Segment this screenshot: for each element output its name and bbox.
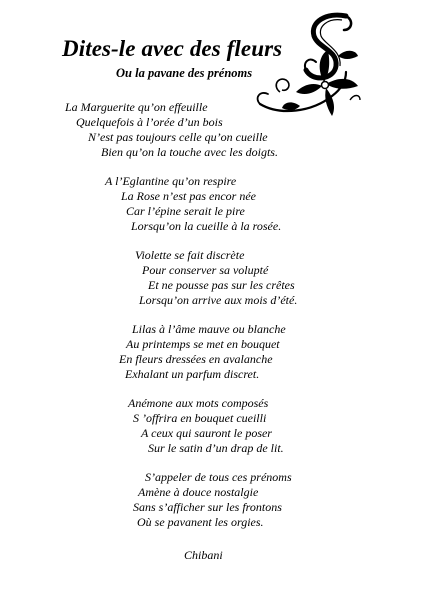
poem-line: Au printemps se met en bouquet [126,337,280,351]
poem-line: Lorsqu’on arrive aux mois d’été. [139,293,298,307]
poem-title: Dites-le avec des fleurs [62,36,283,61]
poem-line: A ceux qui sauront le poser [141,426,272,440]
poem-line: Exhalant un parfum discret. [125,367,260,381]
poem-line: Amène à douce nostalgie [138,485,259,499]
poem-line: Lorsqu’on la cueille à la rosée. [131,219,282,233]
poem-line: N’est pas toujours celle qu’on cueille [88,130,268,144]
poem-line: Quelquefois à l’orée d’un bois [76,115,223,129]
poem-line: Où se pavanent les orgies. [137,515,264,529]
floral-swirl-icon [250,10,362,122]
poem-line: La Rose n’est pas encor née [121,189,256,203]
poem-line: S’appeler de tous ces prénoms [145,470,292,484]
poem-line: Bien qu’on la touche avec les doigts. [101,145,278,159]
poem-line: Lilas à l’âme mauve ou blanche [132,322,286,336]
poem-line: Sans s’afficher sur les frontons [133,500,282,514]
poem-line: A l’Eglantine qu’on respire [105,174,237,188]
poem-line: Pour conserver sa volupté [142,263,269,277]
poem-line: La Marguerite qu’on effeuille [65,100,208,114]
poem-signature: Chibani [184,548,223,562]
poem-line: Car l’épine serait le pire [126,204,245,218]
poem-line: Sur le satin d’un drap de lit. [148,441,284,455]
poem-line: Violette se fait discrète [135,248,245,262]
poem-line: Et ne pousse pas sur les crêtes [148,278,295,292]
poem-line: En fleurs dressées en avalanche [119,352,273,366]
poem-subtitle: Ou la pavane des prénoms [116,66,253,80]
poem-line: S ’offrira en bouquet cueilli [133,411,267,425]
poem-line: Anémone aux mots composés [128,396,269,410]
